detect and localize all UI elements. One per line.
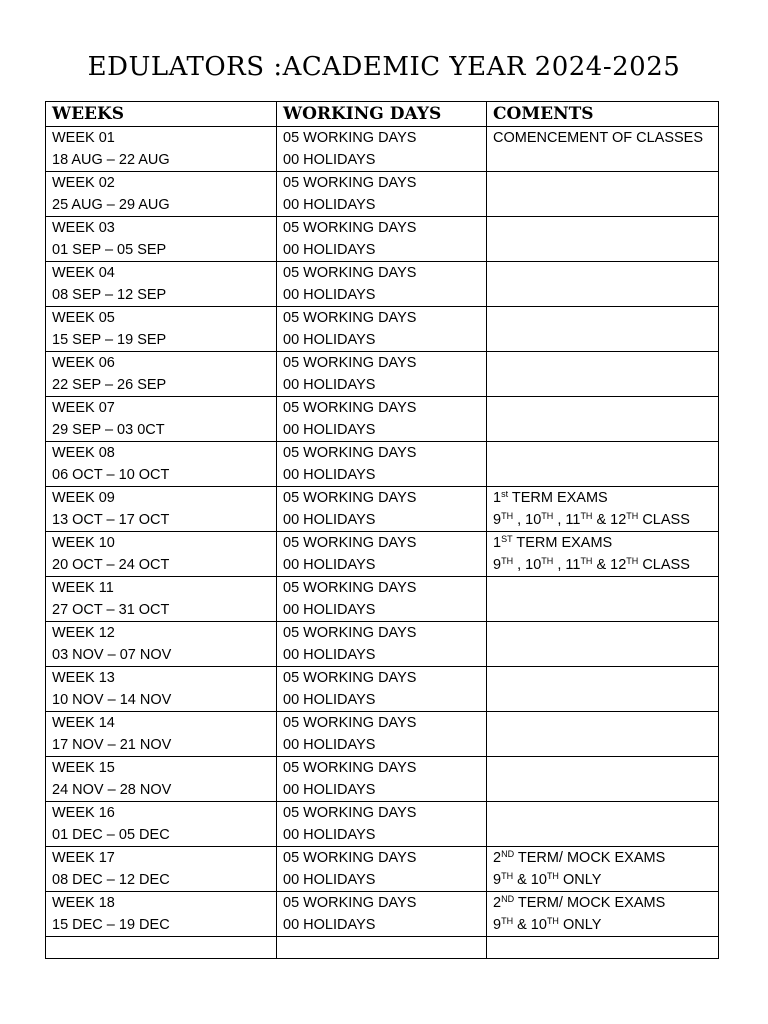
- week-cell: [46, 712, 277, 757]
- comment-line: [493, 914, 712, 936]
- table-row: [46, 307, 719, 352]
- comment-text: ONLY: [558, 872, 602, 888]
- ordinal-suffix: TH: [541, 556, 554, 566]
- comment-line: [493, 869, 712, 891]
- working-days-count: 05 WORKING DAYS: [283, 490, 417, 506]
- table-row: [46, 487, 719, 532]
- holidays-count: 00 HOLIDAYS: [283, 917, 376, 933]
- working-days-cell: [277, 442, 487, 487]
- comment-line: [493, 509, 712, 531]
- comment-text: , 11: [553, 557, 581, 573]
- working-days-cell: [277, 847, 487, 892]
- working-days-cell: [277, 262, 487, 307]
- week-cell: [46, 487, 277, 532]
- comment-text: 9: [493, 917, 502, 933]
- ordinal-suffix: TH: [501, 556, 514, 566]
- working-days-cell: [277, 892, 487, 937]
- week-cell: [46, 127, 277, 172]
- holidays-count: 00 HOLIDAYS: [283, 377, 376, 393]
- week-cell: [46, 757, 277, 802]
- holidays-count: 00 HOLIDAYS: [283, 647, 376, 663]
- week-label: WEEK 09: [52, 490, 115, 506]
- week-date-range: 25 AUG – 29 AUG: [52, 197, 170, 213]
- comment-line: [493, 847, 712, 869]
- comment-cell: [487, 667, 719, 712]
- table-row: [46, 667, 719, 712]
- ordinal-suffix: ND: [501, 849, 515, 859]
- working-days-count: 05 WORKING DAYS: [283, 625, 417, 641]
- week-label: WEEK 14: [52, 715, 115, 731]
- working-days-count: 05 WORKING DAYS: [283, 400, 417, 416]
- holidays-count: 00 HOLIDAYS: [283, 827, 376, 843]
- comment-text: COMENCEMENT OF CLASSES: [493, 130, 704, 146]
- comment-text: TERM/ MOCK EXAMS: [514, 895, 666, 911]
- working-days-count: 05 WORKING DAYS: [283, 175, 417, 191]
- week-label: WEEK 07: [52, 400, 115, 416]
- holidays-count: 00 HOLIDAYS: [283, 872, 376, 888]
- week-label: WEEK 16: [52, 805, 115, 821]
- working-days-count: 05 WORKING DAYS: [283, 670, 417, 686]
- table-row: [46, 217, 719, 262]
- comment-cell: [487, 802, 719, 847]
- holidays-count: 00 HOLIDAYS: [283, 602, 376, 618]
- week-label: WEEK 13: [52, 670, 115, 686]
- ordinal-suffix: ST: [501, 534, 513, 544]
- week-cell: [46, 172, 277, 217]
- document-title: EDULATORS :ACADEMIC YEAR 2024-2025: [87, 52, 681, 82]
- week-date-range: 17 NOV – 21 NOV: [52, 737, 172, 753]
- week-date-range: 20 OCT – 24 OCT: [52, 557, 170, 573]
- ordinal-suffix: TH: [626, 511, 639, 521]
- comment-line: [493, 487, 712, 509]
- week-date-range: 13 OCT – 17 OCT: [52, 512, 170, 528]
- comment-cell: [487, 577, 719, 622]
- holidays-count: 00 HOLIDAYS: [283, 557, 376, 573]
- comment-text: CLASS: [638, 512, 690, 528]
- holidays-count: 00 HOLIDAYS: [283, 152, 376, 168]
- working-days-count: 05 WORKING DAYS: [283, 715, 417, 731]
- week-label: WEEK 02: [52, 175, 115, 191]
- calendar-rows: [46, 127, 719, 959]
- ordinal-suffix: TH: [546, 916, 559, 926]
- week-date-range: 15 DEC – 19 DEC: [52, 917, 170, 933]
- working-days-count: 05 WORKING DAYS: [283, 220, 417, 236]
- table-row: [46, 577, 719, 622]
- working-days-count: 05 WORKING DAYS: [283, 580, 417, 596]
- comment-cell: [487, 892, 719, 937]
- working-days-cell: [277, 127, 487, 172]
- empty-row: [46, 937, 719, 959]
- holidays-count: 00 HOLIDAYS: [283, 512, 376, 528]
- table-row: [46, 892, 719, 937]
- week-cell: [46, 577, 277, 622]
- working-days-cell: [277, 667, 487, 712]
- week-label: WEEK 08: [52, 445, 115, 461]
- comment-cell: [487, 127, 719, 172]
- working-days-cell: [277, 172, 487, 217]
- week-cell: [46, 532, 277, 577]
- table-row: [46, 172, 719, 217]
- working-days-count: 05 WORKING DAYS: [283, 850, 417, 866]
- comment-cell: [487, 397, 719, 442]
- week-cell: [46, 217, 277, 262]
- comment-cell: [487, 847, 719, 892]
- working-days-cell: [277, 577, 487, 622]
- working-days-count: 05 WORKING DAYS: [283, 265, 417, 281]
- week-label: WEEK 18: [52, 895, 115, 911]
- holidays-count: 00 HOLIDAYS: [283, 692, 376, 708]
- week-cell: [46, 397, 277, 442]
- week-cell: [46, 622, 277, 667]
- working-days-cell: [277, 397, 487, 442]
- comment-cell: [487, 757, 719, 802]
- table-row: [46, 847, 719, 892]
- week-date-range: 08 SEP – 12 SEP: [52, 287, 167, 303]
- working-days-cell: [277, 622, 487, 667]
- comment-cell: [487, 532, 719, 577]
- comment-text: 1: [493, 490, 502, 506]
- table-row: [46, 622, 719, 667]
- week-cell: [46, 307, 277, 352]
- comments-column-header: COMENTS: [487, 102, 719, 127]
- comment-text: 9: [493, 872, 502, 888]
- weeks-column-header: WEEKS: [46, 102, 277, 127]
- comment-text: & 12: [592, 512, 627, 528]
- working-days-count: 05 WORKING DAYS: [283, 535, 417, 551]
- week-cell: [46, 847, 277, 892]
- comment-text: , 10: [513, 512, 542, 528]
- working-days-cell: [277, 352, 487, 397]
- working-days-count: 05 WORKING DAYS: [283, 130, 417, 146]
- ordinal-suffix: TH: [580, 556, 593, 566]
- table-row: [46, 442, 719, 487]
- week-date-range: 01 SEP – 05 SEP: [52, 242, 167, 258]
- working-days-count: 05 WORKING DAYS: [283, 445, 417, 461]
- ordinal-suffix: TH: [546, 871, 559, 881]
- table-row: [46, 127, 719, 172]
- comment-cell: [487, 487, 719, 532]
- ordinal-suffix: st: [501, 489, 509, 499]
- working-days-cell: [277, 712, 487, 757]
- empty-cell: [487, 937, 719, 959]
- holidays-count: 00 HOLIDAYS: [283, 737, 376, 753]
- ordinal-suffix: ND: [501, 894, 515, 904]
- comment-line: [493, 127, 712, 149]
- holidays-count: 00 HOLIDAYS: [283, 332, 376, 348]
- week-date-range: 22 SEP – 26 SEP: [52, 377, 167, 393]
- working-days-count: 05 WORKING DAYS: [283, 760, 417, 776]
- ordinal-suffix: TH: [501, 871, 514, 881]
- holidays-count: 00 HOLIDAYS: [283, 287, 376, 303]
- comment-line: [493, 892, 712, 914]
- comment-cell: [487, 217, 719, 262]
- comment-text: TERM EXAMS: [508, 490, 608, 506]
- working-days-count: 05 WORKING DAYS: [283, 355, 417, 371]
- comment-text: CLASS: [638, 557, 690, 573]
- week-label: WEEK 03: [52, 220, 115, 236]
- comment-text: TERM EXAMS: [512, 535, 613, 551]
- week-label: WEEK 15: [52, 760, 115, 776]
- working-days-count: 05 WORKING DAYS: [283, 895, 417, 911]
- week-date-range: 08 DEC – 12 DEC: [52, 872, 170, 888]
- week-cell: [46, 667, 277, 712]
- comment-text: & 12: [592, 557, 627, 573]
- comment-text: , 11: [553, 512, 581, 528]
- ordinal-suffix: TH: [626, 556, 639, 566]
- empty-cell: [277, 937, 487, 959]
- week-date-range: 27 OCT – 31 OCT: [52, 602, 170, 618]
- comment-text: & 10: [513, 917, 547, 933]
- working-days-count: 05 WORKING DAYS: [283, 310, 417, 326]
- comment-text: TERM/ MOCK EXAMS: [514, 850, 666, 866]
- comment-text: 2: [493, 850, 502, 866]
- working-days-cell: [277, 307, 487, 352]
- comment-text: 9: [493, 557, 502, 573]
- working-days-column-header: WORKING DAYS: [277, 102, 487, 127]
- comment-cell: [487, 442, 719, 487]
- week-date-range: 01 DEC – 05 DEC: [52, 827, 170, 843]
- ordinal-suffix: TH: [501, 916, 514, 926]
- working-days-cell: [277, 757, 487, 802]
- working-days-cell: [277, 532, 487, 577]
- week-label: WEEK 12: [52, 625, 115, 641]
- comment-line: [493, 554, 712, 576]
- comment-text: 2: [493, 895, 502, 911]
- table-row: [46, 757, 719, 802]
- working-days-count: 05 WORKING DAYS: [283, 805, 417, 821]
- working-days-cell: [277, 487, 487, 532]
- table-row: [46, 352, 719, 397]
- working-days-cell: [277, 217, 487, 262]
- ordinal-suffix: TH: [541, 511, 554, 521]
- week-cell: [46, 262, 277, 307]
- comment-text: & 10: [513, 872, 547, 888]
- week-date-range: 29 SEP – 03 0CT: [52, 422, 165, 438]
- week-label: WEEK 11: [52, 580, 114, 596]
- week-label: WEEK 04: [52, 265, 115, 281]
- week-label: WEEK 06: [52, 355, 115, 371]
- holidays-count: 00 HOLIDAYS: [283, 197, 376, 213]
- week-date-range: 10 NOV – 14 NOV: [52, 692, 172, 708]
- comment-text: 1: [493, 535, 502, 551]
- week-date-range: 18 AUG – 22 AUG: [52, 152, 170, 168]
- week-date-range: 06 OCT – 10 OCT: [52, 467, 170, 483]
- comment-cell: [487, 712, 719, 757]
- table-row: [46, 397, 719, 442]
- week-label: WEEK 01: [52, 130, 115, 146]
- comment-cell: [487, 622, 719, 667]
- week-date-range: 15 SEP – 19 SEP: [52, 332, 167, 348]
- holidays-count: 00 HOLIDAYS: [283, 782, 376, 798]
- week-cell: [46, 442, 277, 487]
- comment-text: ONLY: [558, 917, 602, 933]
- comment-cell: [487, 307, 719, 352]
- holidays-count: 00 HOLIDAYS: [283, 467, 376, 483]
- comment-cell: [487, 262, 719, 307]
- week-label: WEEK 05: [52, 310, 115, 326]
- week-date-range: 24 NOV – 28 NOV: [52, 782, 172, 798]
- comment-line: [493, 532, 712, 554]
- working-days-cell: [277, 802, 487, 847]
- comment-cell: [487, 172, 719, 217]
- academic-calendar-table: [45, 101, 719, 959]
- comment-text: , 10: [513, 557, 542, 573]
- table-row: [46, 262, 719, 307]
- comment-text: 9: [493, 512, 502, 528]
- holidays-count: 00 HOLIDAYS: [283, 422, 376, 438]
- table-row: [46, 532, 719, 577]
- ordinal-suffix: TH: [580, 511, 593, 521]
- empty-cell: [46, 937, 277, 959]
- ordinal-suffix: TH: [501, 511, 514, 521]
- table-row: [46, 802, 719, 847]
- week-label: WEEK 10: [52, 535, 115, 551]
- table-row: [46, 712, 719, 757]
- comment-cell: [487, 352, 719, 397]
- header-row: [46, 102, 719, 127]
- week-date-range: 03 NOV – 07 NOV: [52, 647, 172, 663]
- week-cell: [46, 352, 277, 397]
- week-cell: [46, 802, 277, 847]
- week-label: WEEK 17: [52, 850, 115, 866]
- week-cell: [46, 892, 277, 937]
- holidays-count: 00 HOLIDAYS: [283, 242, 376, 258]
